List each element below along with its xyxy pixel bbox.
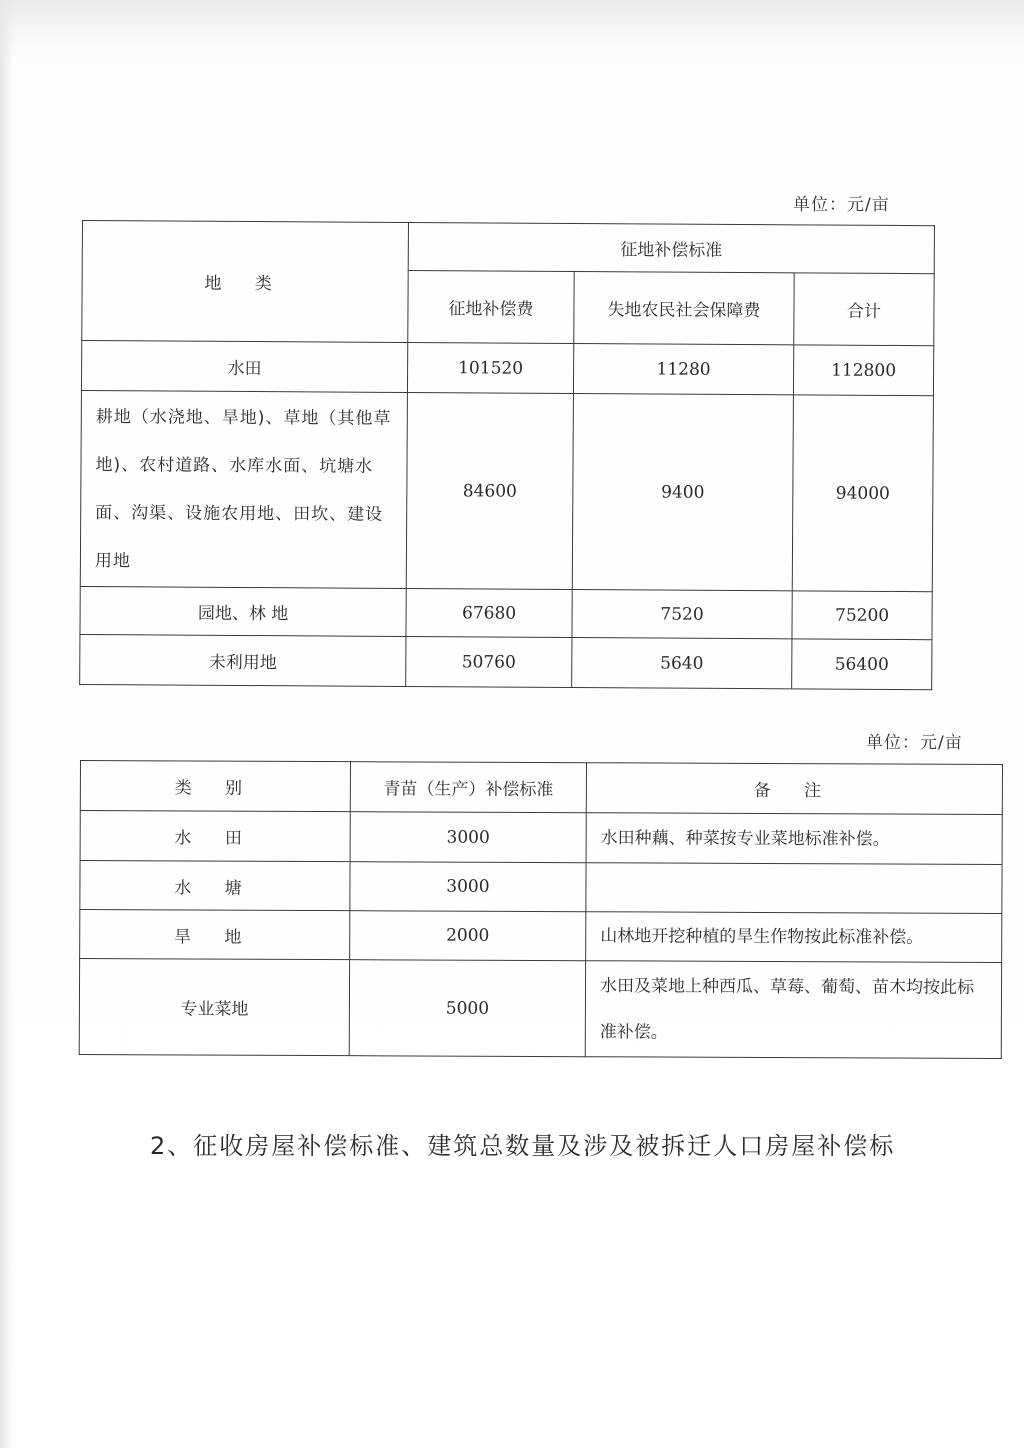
header-category: 类 别	[80, 761, 350, 812]
total-cell: 94000	[792, 395, 933, 592]
category-cell: 水 田	[80, 811, 350, 862]
compensation-cell: 50760	[406, 636, 572, 687]
header-land-compensation-fee: 征地补偿费	[408, 270, 574, 343]
social-security-cell: 5640	[572, 638, 792, 689]
table2-unit: 单位：元/亩	[866, 733, 963, 753]
category-cell: 水 塘	[80, 861, 350, 911]
social-security-cell: 7520	[572, 590, 792, 639]
remarks-cell: 水田及菜地上种西瓜、草莓、葡萄、苗木均按此标准补偿。	[585, 961, 1001, 1059]
table-row	[80, 910, 1002, 963]
remarks-cell: 山林地开挖种植的旱生作物按此标准补偿。	[586, 912, 1002, 963]
social-security-cell: 11280	[573, 344, 793, 395]
table-row	[80, 586, 932, 639]
remarks-cell: 水田种藕、种菜按专业菜地标准补偿。	[586, 813, 1002, 865]
table-row	[80, 634, 932, 689]
header-social-security-fee: 失地农民社会保障费	[574, 272, 794, 345]
table-row	[80, 390, 933, 591]
land-type-cell: 园地、林 地	[80, 586, 406, 636]
compensation-cell: 101520	[407, 342, 573, 393]
total-cell: 112800	[793, 345, 933, 396]
standard-cell: 3000	[350, 812, 586, 863]
crop-compensation-table	[79, 760, 1003, 1059]
table-row	[80, 861, 1002, 914]
table1-unit: 单位：元/亩	[793, 195, 890, 215]
section-heading: 2、征收房屋补偿标准、建筑总数量及涉及被拆迁人口房屋补偿标	[150, 1132, 896, 1160]
social-security-cell: 9400	[572, 394, 793, 591]
header-crop-standard: 青苗（生产）补偿标准	[350, 762, 586, 813]
total-cell: 75200	[792, 591, 932, 640]
category-cell: 旱 地	[80, 910, 350, 960]
category-cell: 专业菜地	[79, 959, 349, 1056]
land-type-cell: 耕地（水浇地、旱地)、草地（其他草地)、农村道路、水库水面、坑塘水面、沟渠、设施农用地、田坎、建设用地	[80, 390, 407, 588]
land-type-cell: 未利用地	[80, 634, 406, 686]
header-remarks: 备 注	[586, 763, 1002, 815]
land-type-cell: 水田	[81, 341, 407, 393]
table-row	[80, 811, 1002, 865]
header-land-type: 地 类	[82, 221, 409, 343]
total-cell: 56400	[792, 639, 932, 690]
compensation-cell: 67680	[406, 588, 572, 637]
table-row	[81, 341, 933, 396]
header-compensation-standard: 征地补偿标准	[408, 222, 934, 273]
remarks-cell	[586, 863, 1002, 914]
land-compensation-table	[79, 220, 935, 690]
compensation-cell: 84600	[406, 392, 573, 589]
scan-shadow	[0, 0, 14, 1448]
standard-cell: 5000	[349, 960, 585, 1057]
table-row	[79, 959, 1001, 1059]
standard-cell: 3000	[350, 862, 586, 912]
standard-cell: 2000	[350, 911, 586, 961]
header-total: 合计	[794, 273, 934, 346]
